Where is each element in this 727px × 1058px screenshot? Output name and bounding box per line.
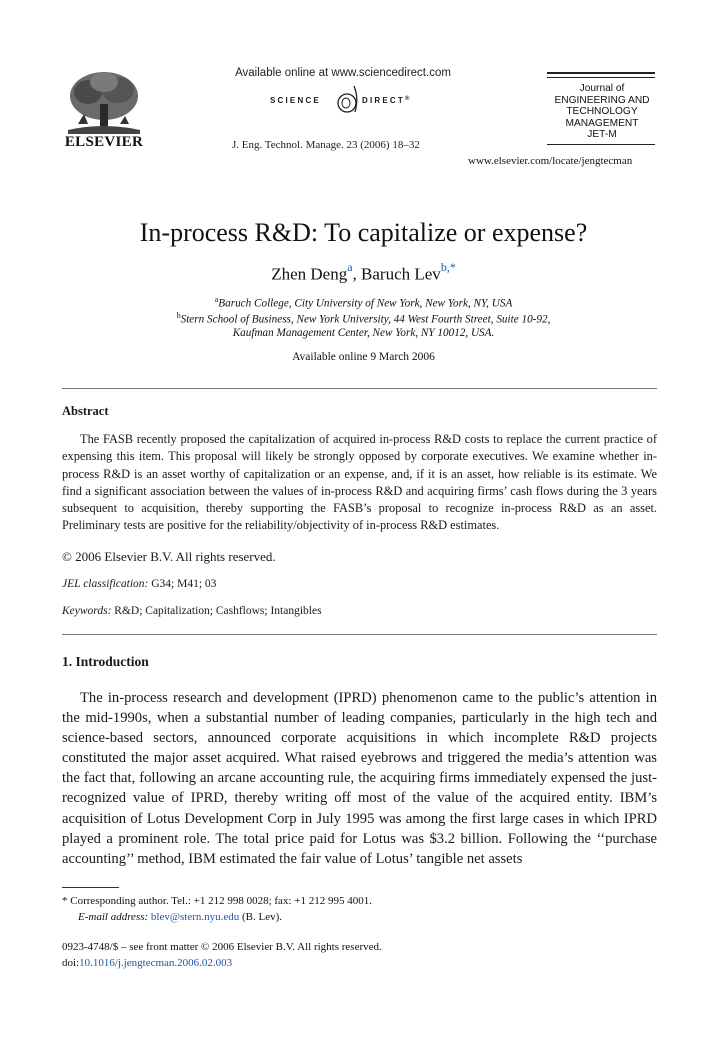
author-affil-link[interactable]: b,*	[440, 260, 456, 274]
author-list	[0, 262, 727, 285]
journal-rule-top-thin	[547, 77, 655, 78]
divider	[62, 388, 657, 389]
journal-title-line: MANAGEMENT	[565, 117, 639, 129]
section-body: The in-process research and development (IPRD) phenomenon came to the public’s attention in the mid-1990s, when a substantial number of leading companies, particularly in the high tech and science-based sectors, announced corporate acquisitions in which incomplete R&D projects constituted the major asset acquired. What raised eyebrows and triggered the media’s attention was the fact that, following an arcane accounting rule, the acquiring firms immediately expensed the just-recognized value of IPRD, thereby writing off most of the value of the acquired entity. IBM’s acquisition of Lotus Development Corp in July 1995 was among the first large cases in which IPRD played a prominent role. The total price paid for Lotus was $3.2 billion. Following the ‘‘purchase accounting’’ method, IBM estimated the fair value of Lotus’ tangible net assets	[62, 690, 657, 867]
sciencedirect-left: SCIENCE	[270, 96, 321, 105]
abstract-text: The FASB recently proposed the capitalization of acquired in-process R&D costs to replace the current practice of expensing this item. This proposal will likely be strongly opposed by corporate executives. We examine whether in-process R&D is an asset worthy of capitalization or an expense, and, if it is an asset, how reliable is its estimate. We find a significant association between the values of in-process R&D and acquiring firms’ cash flows during the 3 years subsequent to acquisition, thereby supporting the FASB’s proposal to recognize in-process R&D as an asset. Preliminary tests are positive for the reliability/objectivity of in-process R&D estimates.	[62, 432, 657, 533]
email-link[interactable]: blev@stern.nyu.edu	[150, 911, 240, 923]
abstract-heading: Abstract	[62, 404, 109, 418]
journal-title-line: ENGINEERING AND	[554, 94, 650, 106]
available-online-line[interactable]: Available online at www.sciencedirect.com	[235, 67, 451, 79]
footnote-email: E-mail address: blev@stern.nyu.edu (B. Lev).	[78, 911, 283, 923]
article-title: In-process R&D: To capitalize or expense?	[139, 218, 588, 247]
journal-title-line: TECHNOLOGY	[566, 106, 638, 118]
footnote-doi: doi:10.1016/j.jengtecman.2006.02.003	[62, 957, 233, 969]
footnote-issn: 0923-4748/$ – see front matter © 2006 Elsevier B.V. All rights reserved.	[62, 941, 382, 953]
doi-link[interactable]: 10.1016/j.jengtecman.2006.02.003	[79, 957, 233, 969]
affiliation-a: $^a$Baruch College, City University of New York, New York, NY, USA	[214, 295, 513, 310]
publisher-name: ELSEVIER	[64, 134, 144, 150]
sciencedirect-right: DIRECT®	[362, 96, 412, 105]
available-date: Available online 9 March 2006	[292, 351, 435, 363]
author-name: Zhen Deng	[271, 264, 348, 284]
divider	[62, 634, 657, 635]
abstract-copyright: © 2006 Elsevier B.V. All rights reserved.	[62, 549, 276, 564]
journal-title	[540, 83, 664, 141]
affiliation-b-cont: Kaufman Management Center, New York, NY 10012, USA.	[232, 327, 495, 339]
footnote-corresponding: * Corresponding author. Tel.: +1 212 998 0028; fax: +1 212 995 4001.	[62, 895, 372, 907]
journal-rule-bottom	[547, 144, 655, 145]
author-affil-link[interactable]: a	[347, 260, 353, 274]
journal-title-line: JET-M	[587, 129, 617, 141]
journal-rule-top	[547, 72, 655, 74]
journal-url[interactable]: www.elsevier.com/locate/jengtecman	[468, 155, 633, 167]
journal-citation: J. Eng. Technol. Manage. 23 (2006) 18–32	[232, 139, 420, 151]
author-name: Baruch Lev	[361, 264, 441, 284]
affiliation-b: $^b$Stern School of Business, New York University, 44 West Fourth Street, Suite 10-92,	[176, 311, 551, 326]
footnote-rule	[62, 887, 119, 888]
keywords: Keywords: R&D; Capitalization; Cashflows; Intangibles	[62, 605, 322, 617]
jel-classification: JEL classification: G34; M41; 03	[62, 578, 217, 590]
journal-title-line: Journal of	[579, 83, 625, 94]
section-heading: 1. Introduction	[62, 654, 149, 669]
sciencedirect-d-logo	[335, 84, 361, 114]
author-separator: ,	[352, 264, 362, 284]
